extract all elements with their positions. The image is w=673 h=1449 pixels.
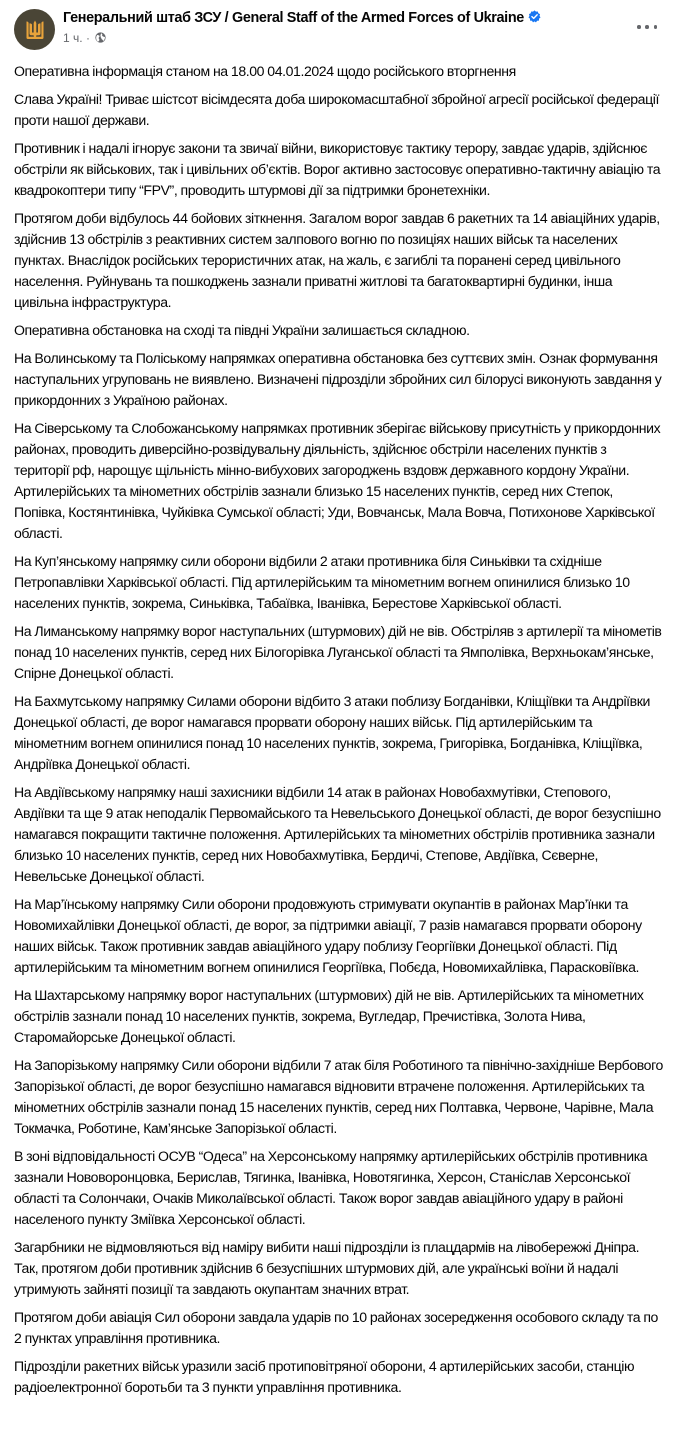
post-paragraph-title: Оперативна інформація станом на 18.00 04.01.2024 щодо російського вторгнення [14, 63, 516, 79]
post-paragraph: На Волинському та Поліському напрямках оперативна обстановка без суттєвих змін. Ознак формування наступальних угруповань не виявлено. Визначені підрозділи збройних сил білорусі виконують завдання у прикордонних з Україною районах. [14, 350, 662, 408]
post-paragraph: Протягом доби відбулось 44 бойових зіткнення. Загалом ворог завдав 6 ракетних та 14 авіаційних ударів, здійснив 13 обстрілів з реактивних систем залпового вогню по позиціях наших військ та населених пунктах. Внаслідок російських терористичних атак, на жаль, є загиблі та поранені серед цивільного населення. Руйнувань та пошкоджень зазнали приватні житлові та багатоквартирні будинки, інша цивільна інфраструктура. [14, 210, 660, 310]
more-options-dot-icon [645, 25, 649, 29]
post-paragraph: На Бахмутському напрямку Силами оборони відбито 3 атаки поблизу Богданівки, Кліщіївки та Андріївки Донецької області, де ворог намагався прорвати оборону наших військ. Під артилерійським та мінометним вогнем опинилися понад 10 населених пунктів, зокрема, Григорівка, Богданівка, Кліщіївка, Андріївка Донецької області. [14, 693, 650, 772]
post-body [14, 61, 664, 1405]
more-options-dot-icon [654, 25, 658, 29]
post-meta [63, 31, 106, 45]
meta-separator: · [85, 31, 90, 45]
trident-icon [26, 20, 44, 40]
post-paragraph: Оперативна обстановка на сході та півдні України залишається складною. [14, 322, 470, 338]
post-paragraph: На Мар’їнському напрямку Сили оборони продовжують стримувати окупантів в районах Мар’їнки та Новомихайлівки Донецької області, де ворог, за підтримки авіації, 7 разів намагався прорвати оборону наших військ. Також противник завдав авіаційного удару поблизу Георгіївки Донецької області. Під артилерійським та мінометним вогнем опинилися Георгіївка, Побєда, Новомихайлівка, Парасковіївка. [14, 896, 642, 975]
post-paragraph: Підрозділи ракетних військ уразили засіб протиповітряної оборони, 4 артилерійських засоби, станцію радіоелектронної боротьби та 3 пункти управління противника. [14, 1358, 635, 1395]
post-paragraph: Слава Україні! Триває шістсот вісімдесята доба широкомасштабної збройної агресії російської федерації проти нашої держави. [14, 91, 659, 128]
post-paragraph: Протягом доби авіація Сил оборони завдала ударів по 10 районах зосередження особового складу та по 2 пунктах управління противника. [14, 1309, 658, 1346]
post-timestamp[interactable]: 1 ч. [63, 31, 83, 45]
post-paragraph: Противник і надалі ігнорує закони та звичаї війни, використовує тактику терору, завдає ударів, здійснює обстріли як військових, так і цивільних об’єктів. Ворог активно застосовує оперативно-тактичну авіацію та квадрокоптери типу “FPV”, проводить штурмові дії за підтримки бронетехніки. [14, 140, 661, 198]
author-line [63, 10, 541, 26]
post-paragraph: В зоні відповідальності ОСУВ “Одеса” на Херсонському напрямку артилерійських обстрілів противника зазнали Нововоронцовка, Берислав, Тягинка, Іванівка, Новотягинка, Херсон, Станіслав Херсонської області та Солончаки, Очаків Миколаївської області. Також ворог завдав авіаційного удару в районі населеного пункту Зміївка Херсонської області. [14, 1148, 648, 1227]
verified-badge-icon [528, 10, 541, 23]
globe-icon [95, 32, 106, 43]
post-paragraph: Загарбники не відмовляються від наміру вибити наші підрозділи із плацдармів на лівобережжі Дніпра. Так, протягом доби противник здійснив 6 безуспішних штурмових дій, але українські воїни й надалі утримують зайняті позиції та завдають окупантам значних втрат. [14, 1239, 640, 1297]
post-paragraph: На Шахтарському напрямку ворог наступальних (штурмових) дій не вів. Артилерійських та мінометних обстрілів зазнали понад 10 населених пунктів, зокрема, Вугледар, Пречистівка, Золота Нива, Старомайорське Донецької області. [14, 987, 644, 1045]
post-paragraph: На Куп’янському напрямку сили оборони відбили 2 атаки противника біля Синьківки та східніше Петропавлівки Харківської області. Під артилерійським та мінометним вогнем опинилися близько 10 населених пунктів, зокрема, Синьківка, Табаївка, Іванівка, Берестове Харківської області. [14, 553, 630, 611]
author-name[interactable]: Генеральний штаб ЗСУ / General Staff of the Armed Forces of Ukraine [63, 10, 524, 26]
page-avatar[interactable] [14, 9, 55, 50]
post-paragraph: На Лиманському напрямку ворог наступальних (штурмових) дій не вів. Обстріляв з артилерії та мінометів понад 10 населених пунктів, серед них Білогорівка Луганської області та Ямполівка, Верхньокам’янське, Спірне Донецької області. [14, 623, 662, 681]
post-paragraph: На Запорізькому напрямку Сили оборони відбили 7 атак біля Роботиного та північно-західніше Вербового Запорізької області, де ворог безуспішно намагався відновити втрачене положення. Артилерійських та мінометних обстрілів зазнали понад 15 населених пунктів, серед них Полтавка, Червоне, Чарівне, Мала Токмачка, Роботине, Кам’янське Запорізької області. [14, 1057, 663, 1136]
post-header [14, 9, 659, 51]
post-paragraph: На Сіверському та Слобожанському напрямках противник зберігає військову присутність у прикордонних районах, проводить диверсійно-розвідувальну діяльність, здійснює обстріли населених пунктів з території рф, нарощує щільність мінно-вибухових загороджень вздовж державного кордону України. Артилерійських та мінометних обстрілів зазнали близько 15 населених пунктів, серед них Степок, Попівка, Костянтинівка, Чуйківка Сумської області; Уди, Вовчанськ, Мала Вовча, Потихонове Харківської області. [14, 420, 661, 541]
post-paragraph: На Авдіївському напрямку наші захисники відбили 14 атак в районах Новобахмутівки, Степового, Авдіївки та ще 9 атак неподалік Первомайського та Невельського Донецької області, де ворог безуспішно намагався покращити тактичне положення. Артилерійських та мінометних обстрілів противника зазнали близько 10 населених пунктів, серед них Новобахмутівка, Бердичі, Степове, Авдіївка, Сєверне, Невельське Донецької області. [14, 784, 661, 884]
more-options-dot-icon [637, 25, 641, 29]
more-options-button[interactable] [637, 19, 657, 35]
